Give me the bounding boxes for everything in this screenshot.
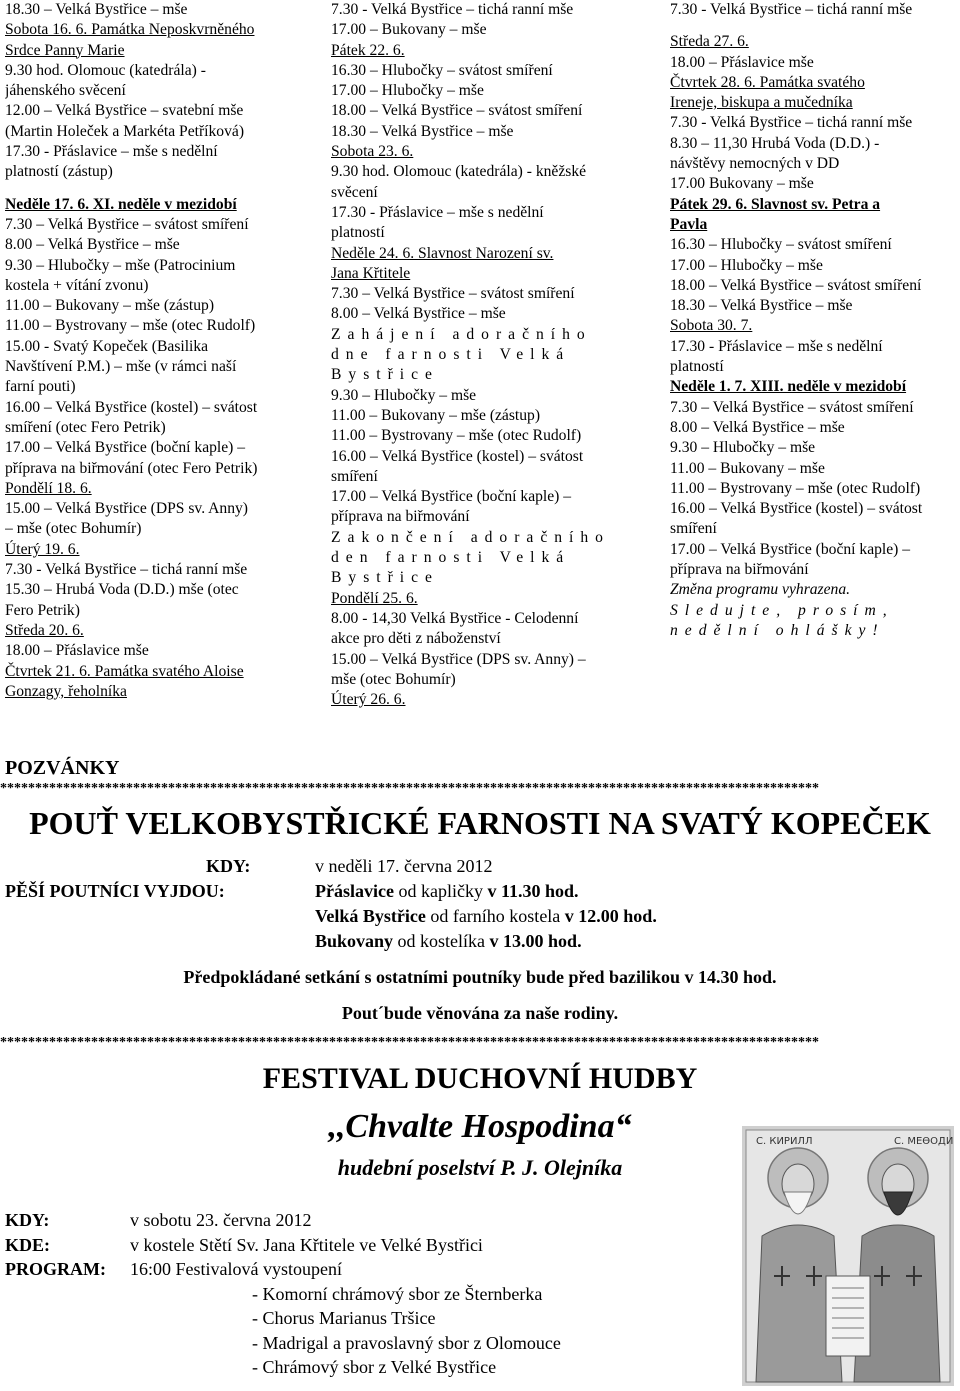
festival-program-item: - Komorní chrámový sbor ze Šternberka [252, 1284, 543, 1304]
schedule-line: 8.00 - 14,30 Velká Bystřice - Celodenní [331, 609, 579, 627]
schedule-day-heading: Pavla [670, 215, 708, 233]
saints-icon-image [742, 1126, 954, 1386]
schedule-line: 11.00 – Bukovany – mše (zástup) [5, 297, 215, 315]
schedule-line: 15.00 – Velká Bystřice (DPS sv. Anny) [5, 500, 248, 518]
schedule-day-heading: Neděle 24. 6. Slavnost Narození sv. [331, 244, 554, 262]
schedule-line: platností [670, 358, 724, 376]
schedule-line: 18.00 – Přáslavice mše [5, 642, 149, 660]
festival-when-label: KDY: [5, 1210, 50, 1230]
schedule-line: smíření (otec Fero Petrik) [5, 418, 166, 436]
schedule-line: Fero Petrik) [5, 601, 80, 619]
icon-caption-right: С. МЕѲОДИ [894, 1136, 954, 1147]
schedule-line: platností [331, 224, 385, 242]
schedule-line: platností (zástup) [5, 163, 113, 181]
schedule-line: svěcení [331, 183, 378, 201]
schedule-day-heading: Pondělí 18. 6. [5, 479, 92, 497]
schedule-day-heading: Úterý 26. 6. [331, 691, 406, 709]
schedule-line: 9.30 hod. Olomouc (katedrála) - kněžské [331, 163, 587, 181]
pilgrims-route-1: Přáslavice od kapličky v 11.30 hod. [315, 881, 579, 901]
schedule-line: farní pouti) [5, 378, 76, 396]
schedule-line: příprava na biřmování (otec Fero Petrik) [5, 459, 258, 477]
schedule-day-heading: Pondělí 25. 6. [331, 589, 418, 607]
schedule-line: 16.30 – Hlubočky – svátost smíření [331, 61, 553, 79]
pilgrims-route-2: Velká Bystřice od farního kostela v 12.00 hod. [315, 906, 657, 926]
schedule-line: 7.30 - Velká Bystřice – tichá ranní mše [670, 114, 913, 132]
schedule-day-heading: Neděle 1. 7. XIII. neděle v mezidobí [670, 378, 907, 396]
stars-divider: ********************************************************************************************************************* [0, 781, 819, 796]
schedule-line: 17.00 – Hlubočky – mše [331, 82, 484, 100]
column-spacer [670, 20, 958, 32]
schedule-line: 7.30 - Velká Bystřice – tichá ranní mše [331, 1, 574, 18]
schedule-line: Bystřice [331, 569, 439, 587]
schedule-line: 17.30 - Přáslavice – mše s nedělní [670, 337, 883, 355]
schedule-line: 9.30 hod. Olomouc (katedrála) - [5, 61, 206, 79]
schedule-line: 18.30 – Velká Bystřice – mše [670, 297, 853, 315]
schedule-line: 17.00 – Bukovany – mše [331, 21, 487, 39]
schedule-column-3 [670, 0, 958, 641]
schedule-line: 8.00 – Velká Bystřice – mše [5, 236, 180, 254]
schedule-line: smíření [331, 467, 378, 485]
schedule-line: Navštívení P.M.) – mše (v rámci naší [5, 358, 237, 376]
festival-program-item: - Chorus Marianus Tršice [252, 1308, 436, 1328]
schedule-line: 17.00 – Hlubočky – mše [670, 256, 823, 274]
pilgrimage-dedication: Pout´bude věnována za naše rodiny. [341, 1003, 619, 1023]
schedule-line: 9.30 – Hlubočky – mše (Patrocinium [5, 256, 236, 274]
schedule-line: akce pro děti z náboženství [331, 630, 501, 648]
schedule-day-heading: Středa 27. 6. [670, 33, 749, 51]
schedule-line: 15.00 - Svatý Kopeček (Basilika [5, 337, 209, 355]
schedule-line: 11.00 – Bystrovany – mše (otec Rudolf) [5, 317, 256, 335]
schedule-line: Bystřice [331, 366, 439, 384]
schedule-day-heading: Čtvrtek 28. 6. Památka svatého [670, 73, 865, 91]
festival-program-item: - Chrámový sbor z Velké Bystřice [252, 1357, 497, 1377]
schedule-line: 16.30 – Hlubočky – svátost smíření [670, 236, 892, 254]
festival-program-label: PROGRAM: [5, 1259, 106, 1279]
schedule-day-heading: Pátek 29. 6. Slavnost sv. Petra a [670, 195, 881, 213]
schedule-line: Zahájení adoračního [331, 325, 592, 343]
schedule-line: 11.00 – Bystrovany – mše (otec Rudolf) [331, 427, 582, 445]
schedule-column-1 [5, 0, 301, 702]
pilgrims-label: PĚŠÍ POUTNÍCI VYJDOU: [5, 881, 225, 901]
saints-icon-illustration [742, 1126, 954, 1386]
schedule-line: příprava na biřmování [670, 561, 809, 579]
schedule-line: den farnosti Velká [331, 549, 571, 567]
festival-subtitle: ,,Chvalte Hospodina“ [328, 1108, 632, 1145]
schedule-line: 17.30 - Přáslavice – mše s nedělní [331, 203, 544, 221]
schedule-line: 18.00 – Velká Bystřice – svátost smíření [670, 276, 922, 294]
schedule-line: 18.30 – Velká Bystřice – mše [5, 1, 188, 18]
pilgrimage-meeting-note: Předpokládané setkání s ostatními poutníky bude před bazilikou v 14.30 hod. [183, 967, 777, 987]
schedule-line: návštěvy nemocných v DD [670, 155, 840, 173]
schedule-day-heading: Gonzagy, řeholníka [5, 682, 127, 700]
schedule-day-heading: Sobota 16. 6. Památka Neposkvrněného [5, 21, 255, 39]
schedule-line: Zakončení adoračního [331, 528, 610, 546]
festival-title: FESTIVAL DUCHOVNÍ HUDBY [262, 1062, 698, 1095]
column-spacer [5, 183, 301, 195]
schedule-line: 18.00 – Přáslavice mše [670, 53, 814, 71]
schedule-line: 15.00 – Velká Bystřice (DPS sv. Anny) – [331, 650, 586, 668]
schedule-day-heading: Sobota 30. 7. [670, 317, 753, 335]
schedule-line: 18.00 – Velká Bystřice – svátost smíření [331, 102, 583, 120]
festival-program-first: 16:00 Festivalová vystoupení [130, 1259, 342, 1279]
schedule-line: 11.00 – Bukovany – mše (zástup) [331, 406, 541, 424]
schedule-line: 7.30 – Velká Bystřice – svátost smíření [331, 285, 575, 303]
schedule-line: 8.30 – 11,30 Hrubá Voda (D.D.) - [670, 134, 880, 152]
schedule-line: 17.00 – Velká Bystřice (boční kaple) – [5, 439, 246, 457]
schedule-line: nedělní ohlášky! [670, 621, 885, 639]
festival-where-label: KDE: [5, 1235, 50, 1255]
schedule-day-heading: Úterý 19. 6. [5, 540, 80, 558]
pilgrimage-title: POUŤ VELKOBYSTŘICKÉ FARNOSTI NA SVATÝ KOPEČEK [29, 805, 931, 841]
schedule-line: Sledujte, prosím, [670, 601, 894, 619]
schedule-line: 16.00 – Velká Bystřice (kostel) – svátost [670, 500, 923, 518]
schedule-line: 16.00 – Velká Bystřice (kostel) – svátost [331, 447, 584, 465]
schedule-line: 7.30 – Velká Bystřice – svátost smíření [670, 398, 914, 416]
schedule-line: 7.30 - Velká Bystřice – tichá ranní mše [670, 1, 913, 18]
schedule-line: 7.30 – Velká Bystřice – svátost smíření [5, 215, 249, 233]
schedule-day-heading: Sobota 23. 6. [331, 143, 414, 161]
schedule-line: 17.00 – Velká Bystřice (boční kaple) – [331, 488, 572, 506]
festival-program-item: - Madrigal a pravoslavný sbor z Olomouce [252, 1333, 561, 1353]
schedule-line: 18.30 – Velká Bystřice – mše [331, 122, 514, 140]
schedule-line: 11.00 – Bukovany – mše [670, 459, 825, 477]
festival-when-value: v sobotu 23. června 2012 [130, 1210, 312, 1230]
schedule-line: kostela + vítání zvonu) [5, 276, 149, 294]
schedule-line: 11.00 – Bystrovany – mše (otec Rudolf) [670, 479, 921, 497]
schedule-line: 8.00 – Velká Bystřice – mše [331, 305, 506, 323]
schedule-line: Změna programu vyhrazena. [670, 581, 851, 599]
schedule-line: mše (otec Bohumír) [331, 670, 456, 688]
pilgrimage-when-label: KDY: [206, 856, 251, 876]
schedule-line: příprava na biřmování [331, 508, 470, 526]
pilgrimage-when-value: v neděli 17. června 2012 [315, 856, 493, 876]
pilgrims-route-3: Bukovany od kostelíka v 13.00 hod. [315, 931, 582, 951]
invitations-heading: POZVÁNKY [5, 757, 120, 779]
schedule-line: 17.00 – Velká Bystřice (boční kaple) – [670, 540, 911, 558]
schedule-line: 9.30 – Hlubočky – mše [670, 439, 816, 457]
schedule-day-heading: Pátek 22. 6. [331, 41, 405, 59]
schedule-day-heading: Srdce Panny Marie [5, 41, 125, 59]
schedule-day-heading: Čtvrtek 21. 6. Památka svatého Aloise [5, 662, 244, 680]
schedule-day-heading: Jana Křtitele [331, 264, 411, 282]
schedule-line: 17.30 - Přáslavice – mše s nedělní [5, 143, 218, 161]
festival-author: hudební poselství P. J. Olejníka [337, 1155, 623, 1180]
stars-divider-2: ********************************************************************************************************************* [0, 1035, 819, 1050]
schedule-line: 12.00 – Velká Bystřice – svatební mše [5, 102, 244, 120]
festival-where-value: v kostele Stětí Sv. Jana Křtitele ve Velké Bystřici [130, 1235, 483, 1255]
schedule-day-heading: Neděle 17. 6. XI. neděle v mezidobí [5, 195, 237, 213]
icon-caption-left: С. КИРИЛЛ [756, 1136, 813, 1147]
schedule-line: smíření [670, 520, 717, 538]
schedule-line: (Martin Holeček a Markéta Petříková) [5, 122, 245, 140]
schedule-line: 16.00 – Velká Bystřice (kostel) – svátost [5, 398, 258, 416]
schedule-line: 9.30 – Hlubočky – mše [331, 386, 477, 404]
schedule-line: 15.30 – Hrubá Voda (D.D.) mše (otec [5, 581, 239, 599]
schedule-line: 7.30 - Velká Bystřice – tichá ranní mše [5, 561, 248, 579]
schedule-line: dne farnosti Velká [331, 346, 571, 364]
schedule-day-heading: Středa 20. 6. [5, 621, 84, 639]
schedule-line: – mše (otec Bohumír) [5, 520, 142, 538]
schedule-line: jáhenského svěcení [5, 82, 126, 100]
schedule-line: 8.00 – Velká Bystřice – mše [670, 418, 845, 436]
schedule-line: 17.00 Bukovany – mše [670, 175, 814, 193]
schedule-day-heading: Ireneje, biskupa a mučedníka [670, 94, 853, 112]
schedule-column-2 [331, 0, 631, 710]
